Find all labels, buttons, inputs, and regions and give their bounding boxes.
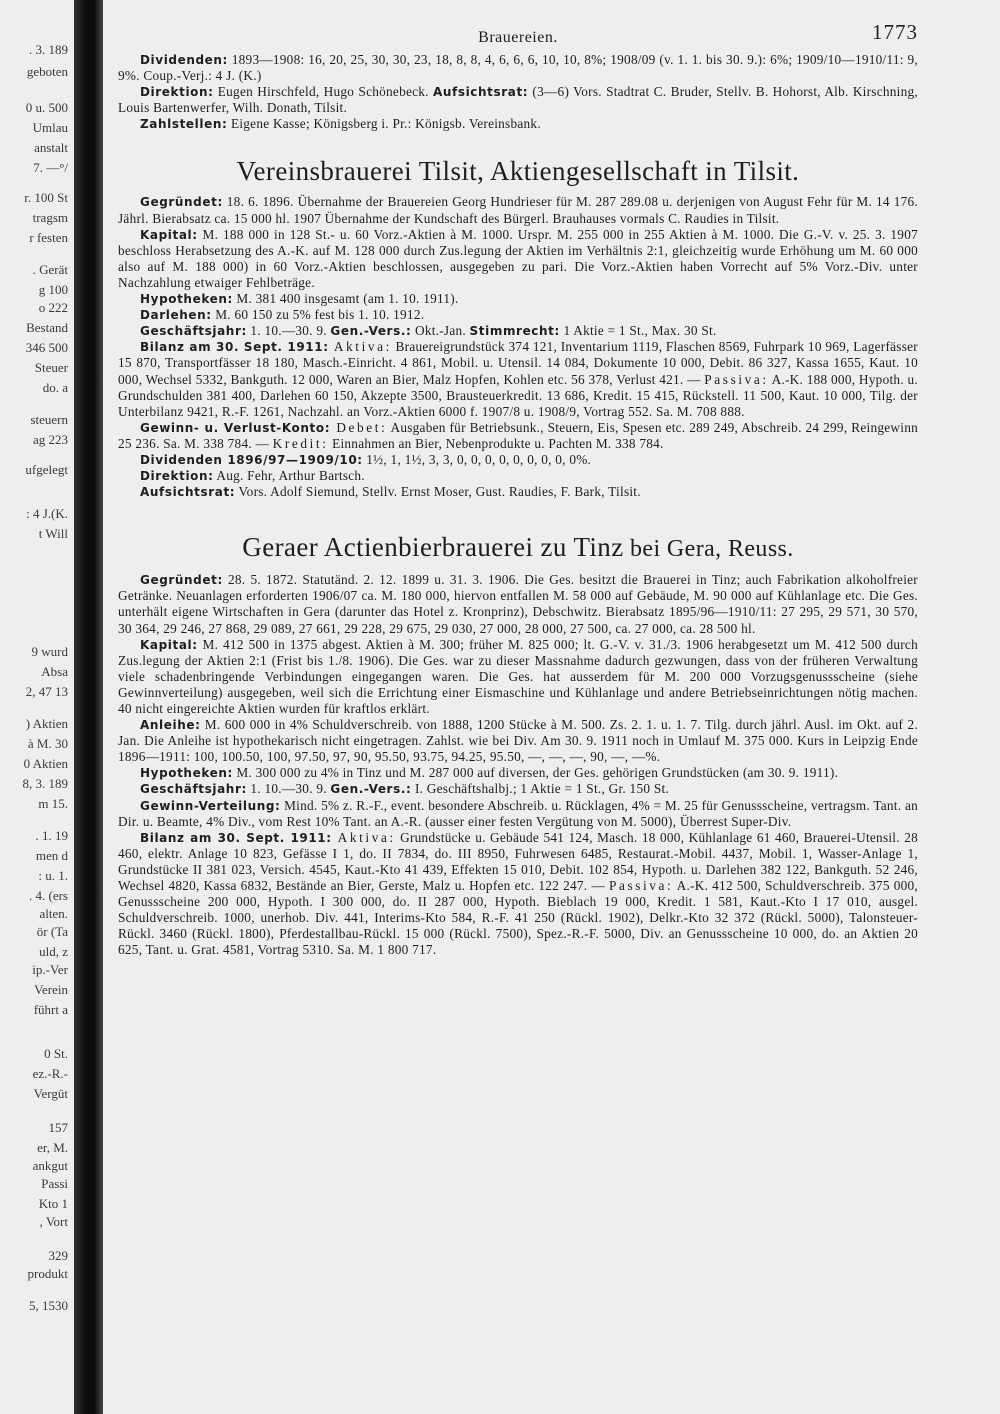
margin-fragment: produkt [27,1266,68,1281]
bilanz-paragraph [118,830,918,959]
direktion2-text: Aug. Fehr, Arthur Bartsch. [213,468,365,484]
margin-fragment: do. a [42,380,68,395]
hypotheken-text: M. 300 000 zu 4% in Tinz und M. 287 000 auf diversen, der Ges. gehörigen Grundstücken (am 30. 9. 1911). [232,765,839,781]
margin-fragment: uld, z [39,944,68,959]
direktion-label: Direktion: [140,85,214,100]
section-heading [118,530,918,566]
book-spine-shadow [74,0,103,1414]
gewinnverteilung-paragraph [118,798,918,830]
hypotheken-label: Hypotheken: [140,766,233,781]
margin-fragment: 5, 1530 [29,1298,68,1313]
dividenden2-paragraph [118,452,918,468]
margin-fragment: 8, 3. 189 [22,776,68,791]
section-vereinsbrauerei-tilsit [118,154,918,500]
margin-fragment: o 222 [38,300,68,315]
geschaeftsjahr-label: Geschäftsjahr: [140,324,247,339]
aufsichtsrat2-text: Vors. Adolf Siemund, Stellv. Ernst Moser, Gust. Raudies, F. Bark, Tilsit. [235,484,641,500]
direktion-paragraph [118,84,918,116]
margin-fragment: à M. 30 [27,736,68,751]
passiva-word: Passiva: [704,371,769,387]
margin-fragment: 7. —°/ [33,160,68,175]
aufsichtsrat2-paragraph [118,484,918,500]
hypotheken-paragraph [118,291,918,307]
margin-fragment: 329 [48,1248,68,1263]
gegruendet-label: Gegründet: [140,573,223,588]
bilanz-passiva-text: A.-K. 412 500, Schuldverschreib. 375 000, Genussscheine 200 000, Hypoth. I 300 000, do. II 287 000, Hypoth. Bieblach 19 000, Kredit. 1 581, Kaut.-Kto I 17 010, ausgel. Schuldverschreib. 1000, unerhob. Div. 441, Interims-Kto 584, R.-F. 41 250 (Rückl. 1902), Delkr.-Kto 32 372 (Rückl. 5000), Talonsteuer-Rückl. 3460 (Rückl. 1800), Pferdestallbau-Rückl. 15 000 (Rückl. 7500), Spez.-R.-F. 5000, Div. an Genussscheine 10 000, do. an Aktien 20 625, Tant. u. Grat. 4581, Vortrag 5310. Sa. M. 1 800 717. [118,878,919,958]
kredit-word: Kredit: [272,435,329,451]
dividenden2-label: Dividenden 1896/97—1909/10: [140,452,363,467]
hypotheken-text: M. 381 400 insgesamt (am 1. 10. 1911). [232,291,459,307]
direktion2-label: Direktion: [140,469,214,484]
darlehen-paragraph [118,307,918,323]
direktion-text: Eugen Hirschfeld, Hugo Schönebeck. [213,84,429,100]
margin-fragment: führt a [33,1002,68,1017]
margin-fragment: . 3. 189 [29,42,68,57]
darlehen-label: Darlehen: [140,308,212,323]
margin-fragment: 2, 47 13 [25,684,68,699]
anleihe-paragraph [118,717,918,765]
stimmrecht-label: Stimmrecht: [469,324,560,339]
kapital-paragraph [118,227,918,291]
aufsichtsrat-label: Aufsichtsrat: [433,85,529,100]
guv-label: Gewinn- u. Verlust-Konto: [140,420,331,435]
guv-kredit-text: Einnahmen an Bier, Nebenprodukte u. Pachten M. 338 784. [328,435,664,451]
passiva-word: Passiva: [608,878,674,894]
left-margin-column [0,0,74,1414]
margin-fragment: . 1. 19 [35,828,68,843]
geschaeftsjahr-paragraph [118,323,918,339]
bilanz-aktiva-text: Brauereigrundstück 374 121, Inventarium 1119, Flaschen 8569, Fuhrpark 10 969, Lagerfässer 15 870, Transportfässer 18 180, Masch.-Einricht. 4 861, Mobil. u. Utensil. 14 084, Dokumente 10 000, Debit. 86 327, Kassa 1655, Kaut. 10 000, Wechsel 5332, Bankguth. 12 000, Waren an Bier, Malz Hopfen, Kohlen etc. 56 378, Verlust 421. — [118,339,918,387]
bilanz-passiva-text: A.-K. 188 000, Hypoth. u. Grundschulden 381 400, Darlehen 60 150, Akzepte 3500, Brausteuerkredit. 13 686, Kredit. 15 415, Rückstell. 11 500, Kaut. 10 000, Tilg. der Unterbilanz 9421, R.-F. 1261, Nachzahl. an Vorz.-Aktien 6000 f. 1907/8 u. 1908/9, Vortrag 552. Sa. M. 708 888. [118,371,918,419]
guv-debet-text: Ausgaben für Betriebsunk., Steuern, Eis, Spesen etc. 289 249, Abschreib. 24 299, Reingewinn 25 236. Sa. M. 338 784. — [118,419,919,451]
anleihe-label: Anleihe: [140,718,201,733]
margin-fragment: ) Aktien [25,716,68,731]
margin-fragment: ip.-Ver [32,962,68,977]
margin-fragment: Absa [41,664,68,679]
section-heading: Vereinsbrauerei Tilsit, Aktiengesellschaft in Tilsit. [236,156,800,187]
zahlstellen-label: Zahlstellen: [140,117,228,132]
hypotheken-paragraph [118,765,918,781]
aktiva-word: Aktiva: [331,829,396,845]
margin-fragment: ankgut [32,1158,68,1173]
kapital-paragraph [118,637,918,717]
gegruendet-label: Gegründet: [140,195,223,210]
genvers-label: Gen.-Vers.: [330,782,412,797]
gegruendet-text: 18. 6. 1896. Übernahme der Brauereien Georg Hundrieser für M. 287 289.08 u. derjenigen von August Fehr für M. 14 176. Jährl. Bierabsatz ca. 15 000 hl. 1907 Übernahme der Kundschaft des Bürgerl. Brauhauses vormals C. Raudies in Tilsit. [118,194,918,226]
gewinnverteilung-label: Gewinn-Verteilung: [140,798,281,813]
gegruendet-paragraph [118,194,918,226]
margin-fragment: men d [35,848,68,863]
genvers-label: Gen.-Vers.: [330,324,412,339]
zahlstellen-text: Eigene Kasse; Königsberg i. Pr.: Königsb. Vereinsbank. [227,116,541,132]
anleihe-text: M. 600 000 in 4% Schuldverschreib. von 1888, 1200 Stücke à M. 500. Zs. 2. 1. u. 1. 7. Tilg. durch jährl. Ausl. im Okt. auf 2. Jan. Die Anleihe ist hypothekarisch nicht eingetragen. Zahlst. wie bei Div. Am 30. 9. 1911 noch in Umlauf M. 375 000. Kurs in Leipzig Ende 1896—1911: 100, 100.50, 100, 97.50, 97, 90, 95.50, 93.75, 94.25, 95.50, —, —, —, 90, —, —%. [118,717,918,765]
running-head [118,22,918,52]
bilanz-aktiva-text: Grundstücke u. Gebäude 541 124, Masch. 18 000, Kühlanlage 61 460, Brauerei-Utensil. 28 460, elektr. Anlage 10 823, Gefässe I 1, do. II 7834, do. III 8950, Fuhrwesen 6485, Restaurat.-Mobil. 4437, Mobil. 1, Wasser-Anlage 1, Grundstücke II 381 023, Versich. 4545, Kaut.-Kto 41 439, Effekten 15 010, Debit. 102 854, Hypoth. u. Darlehen 382 122, Bankguth. 52 246, Wechsel 4820, Kassa 6832, Bestände an Bier, Gerste, Malz u. Hopfen etc. 122 247. — [118,829,919,894]
bilanz-label: Bilanz am 30. Sept. 1911: [140,340,329,355]
margin-fragment: alten. [39,906,68,921]
guv-paragraph [118,420,918,452]
margin-fragment: anstalt [34,140,68,155]
margin-fragment: 346 500 [25,340,68,355]
margin-fragment: 9 wurd [31,644,68,659]
margin-fragment: Passi [41,1176,68,1191]
margin-fragment: r. 100 St [24,190,68,205]
debet-word: Debet: [330,419,388,435]
margin-fragment: ag 223 [32,432,68,447]
margin-fragment: Kto 1 [38,1196,68,1211]
direktion2-paragraph [118,468,918,484]
section-heading-main: Geraer Actienbierbrauerei zu Tinz [242,532,624,563]
gegruendet-text: 28. 5. 1872. Statutänd. 2. 12. 1899 u. 31. 3. 1906. Die Ges. besitzt die Brauerei in Tinz; auch Fabrikation alkoholfreier Getränke. Neuanlagen erforderten 1906/07 ca. M. 180 000, hiervon entfallen M. 58 000 auf Gebäude, M. 90 000 auf Kühlanlage etc. Die Ges. unterhält eigene Wirtschaften in Gera (darunter das Hotel z. Kronprinz), Debschwitz. Bierabsatz 1895/96—1910/11: 27 295, 29 571, 30 570, 30 364, 29 246, 27 868, 29 089, 27 661, 29 228, 29 675, 29 030, 27 000, 28 000, 27 500, ca. 27 000, ca. 28 500 hl. [118,572,918,636]
running-head-title: Brauereien. [478,29,558,46]
margin-fragment: : 4 J.(K. [26,506,68,521]
kapital-text: M. 412 500 in 1375 abgest. Aktien à M. 300; früher M. 825 000; lt. G.-V. v. 31./3. 1906 herabgesetzt um M. 412 500 durch Zus.legung der Aktien 2:1 (Frist bis 1./8. 1906). Die Ges. war zu dieser Massnahme dadurch gezwungen, dass von der früheren Verwaltung viele schadenbringende Verbindungen eingegangen waren. Die Ges. hat ausserdem für M. 200 000 Vorzugsgenussscheine (siehe Gewinnverteilung) ausgegeben, weil sich die Errichtung einer Eismaschine und Kühlanlage und andere Betriebseinrichtungen nötig machen. 40 nicht eingereichte Aktien wurden für kraftlos erklärt. [118,636,918,716]
margin-fragment: Verein [34,982,68,997]
page-number: 1773 [872,20,918,44]
margin-fragment: m 15. [38,796,68,811]
geschaeftsjahr-paragraph [118,781,918,797]
stimmrecht-text: 1 Aktie = 1 St., Max. 30 St. [559,323,717,339]
gewinnverteilung-text: Mind. 5% z. R.-F., event. besondere Abschreib. u. Rücklagen, 4% = M. 25 für Genussscheine, vertragsm. Tant. an Dir. u. Beamte, 4% Div., vom Rest 10% Tant. an A.-R. (ausser einer festen Vergütung von M. 5000), Überrest Super-Div. [118,797,918,829]
margin-fragment: 0 St. [44,1046,68,1061]
hypotheken-label: Hypotheken: [140,292,233,307]
geschaeftsjahr-text: 1. 10.—30. 9. [246,781,331,797]
margin-fragment: ufgelegt [25,462,68,477]
margin-fragment: t Will [38,526,68,541]
margin-fragment: g 100 [38,282,68,297]
margin-fragment: , Vort [39,1214,68,1229]
margin-fragment: Steuer [34,360,68,375]
margin-fragment: Vergüt [33,1086,68,1101]
zahlstellen-paragraph [118,116,918,132]
margin-fragment: Umlau [32,120,68,135]
geschaeftsjahr-label: Geschäftsjahr: [140,782,247,797]
margin-fragment: tragsm [32,210,68,225]
dividenden-text: 1893—1908: 16, 20, 25, 30, 30, 23, 18, 8, 8, 4, 6, 6, 6, 10, 10, 8%; 1908/09 (v. 1. 1. bis 30. 9.): 6%; 1909/10—1910/11: 9, 9%. Coup.-Verj.: 4 J. (K.) [118,52,918,84]
aufsichtsrat-text: (3—6) Vors. Stadtrat C. Bruder, Stellv. B. Hohorst, Alb. Kirschning, Louis Bartenwerfer, Wilh. Donath, Tilsit. [118,84,918,116]
section-heading-tail: bei Gera, Reuss. [623,536,794,563]
section-geraer-actienbierbrauerei [118,530,918,958]
margin-fragment: : u. 1. [38,868,68,883]
margin-fragment: ez.-R.- [32,1066,68,1081]
gegruendet-paragraph [118,572,918,636]
genvers-text: I. Geschäftshalbj.; 1 Aktie = 1 St., Gr. 150 St. [411,781,669,797]
kapital-label: Kapital: [140,637,198,652]
aufsichtsrat2-label: Aufsichtsrat: [140,485,236,500]
margin-fragment: . 4. (ers [29,888,68,903]
kapital-text: M. 188 000 in 128 St.- u. 60 Vorz.-Aktien à M. 1000. Urspr. M. 255 000 in 255 Aktien à M. 1000. Die G.-V. v. 25. 3. 1907 beschloss Herabsetzung des A.-K. auf M. 128 000 durch Zus.legung der Aktien im Verhältnis 2:1, gleichzeitig wurde Erhöhung um M. 60 000 also auf M. 188 000) in 60 Vorz.-Aktien beschlossen, ausgegeben zu pari. Die Vorz.-Aktien haben Vorrecht auf 5% Vorz.-Div. unter Nachzahlung etwaiger Fehlbeträge. [118,226,918,290]
margin-fragment: r festen [29,230,68,245]
section-continuation [118,52,918,132]
genvers-text: Okt.-Jan. [411,323,470,339]
margin-fragment: ör (Ta [36,924,68,939]
margin-fragment: 157 [48,1120,68,1135]
page-content [118,22,918,959]
dividenden-paragraph [118,52,918,84]
margin-fragment: 0 u. 500 [25,100,68,115]
darlehen-text: M. 60 150 zu 5% fest bis 1. 10. 1912. [211,307,425,323]
margin-fragment: geboten [26,64,68,79]
margin-fragment: Bestand [26,320,68,335]
aktiva-word: Aktiva: [328,339,392,355]
margin-fragment: steuern [30,412,68,427]
bilanz-label: Bilanz am 30. Sept. 1911: [140,830,332,845]
margin-fragment: 0 Aktien [23,756,68,771]
kapital-label: Kapital: [140,227,198,242]
geschaeftsjahr-text: 1. 10.—30. 9. [246,323,331,339]
bilanz-paragraph [118,339,918,419]
margin-fragment: er, M. [37,1140,68,1155]
dividenden2-text: 1½, 1, 1½, 3, 3, 0, 0, 0, 0, 0, 0, 0, 0, 0%. [362,451,592,467]
margin-fragment: . Gerät [32,262,68,277]
dividenden-label: Dividenden: [140,53,228,67]
